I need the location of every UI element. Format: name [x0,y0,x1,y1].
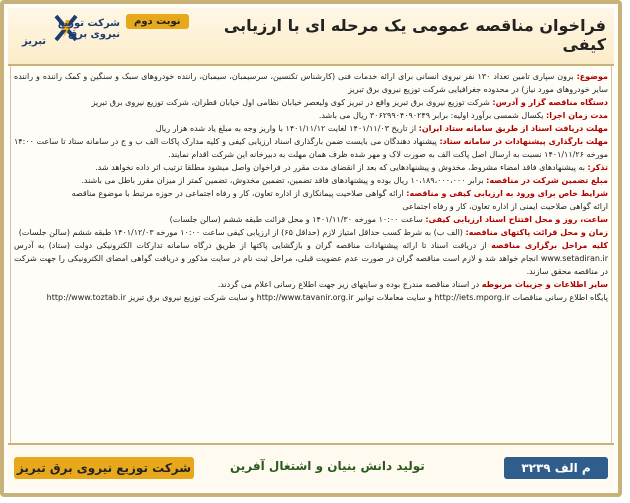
tender-line-text: ارائه گواهی صلاحیت پیمانکاری از اداره تعاون، کار و رفاه اجتماعی در حوزه مرتبط با موضوع مناقصه [71,189,407,198]
footer [8,443,614,489]
tender-line-label: تذکر: [587,163,608,172]
tender-line-label: دستگاه مناقصه گزار و آدرس: [492,98,608,107]
tender-line [14,213,608,226]
header [8,8,614,66]
tender-line-text: ارائه گواهی صلاحیت ایمنی از اداره تعاون، کار و رفاه اجتماعی [402,202,608,211]
tender-line [14,161,608,174]
tender-line-text: از دریافت اسناد تا ارائه پیشنهادات مناقصه گران و بازگشایی پاکتها از طریق درگاه سامانه تدارکات الکترونیکی دولت (ستاد) به آدرس www.setadiran.ir انجام خواهد شد و لازم است مناقصه گران در صورت عدم عضویت قبلی، مراحل ثبت نام در سایت مذکور و دریافت گواهی امضای الکترونیکی را جهت شرکت در مناقصه محقق سازند. [14,241,608,276]
page-title: فراخوان مناقصه عمومی یک مرحله ای با ارزیابی کیفی [223,16,606,54]
tender-line-label: مهلت بارگذاری پیشنهادات در سامانه ستاد: [439,137,608,146]
tender-line-label: شرایط خاص برای ورود به ارزیابی کیفی و مناقصه: [406,189,608,198]
logo-text-line2: تبریز [22,36,47,47]
footer-slogan: تولید دانش بنیان و اشتغال آفرین [230,459,425,473]
tender-line [14,291,608,304]
tender-line-text: از تاریخ ۱۴۰۱/۱۱/۰۳ لغایت ۱۴۰۱/۱۱/۱۲ با واریز وجه به مبلغ یاد شده هزار ریال [155,124,419,133]
tender-line [14,122,608,135]
tender-line-text: پایگاه اطلاع رسانی مناقصات http://iets.mporg.ir و سایت معاملات توانیر http://www.tavanir.org.ir و سایت شرکت توزیع نیروی برق تبریز http://www.toztab.ir [46,293,608,302]
tender-line-label: ساعت، روز و محل افتتاح اسناد ارزیابی کیفی: [425,215,608,224]
footer-company-name: شرکت توزیع نیروی برق تبریز [14,457,194,479]
tender-line-text: پیشنهاد دهندگان می بایست ضمن بارگذاری اسناد ارزیابی کیفی و کلیه مدارک پاکات الف ب و ج در سامانه ستاد تا ساعت ۱۴:۰۰ مورخه ۱۴۰۱/۱۱/۲۶ نسبت به ارسال اصل پاکت الف به صورت لاک و مهر شده ظرف همان مهلت به دبیرخانه این شرکت اقدام نمایند. [14,137,608,159]
tender-line-text: ساعت ۱۰:۰۰ مورخه ۱۴۰۱/۱۱/۳۰ و محل قرائت طبقه ششم (سالن جلسات) [169,215,426,224]
tender-line [14,187,608,200]
logo-text-line1: شرکت توزیع نیروی برق [57,18,120,40]
tender-line-text: (الف ب) به شرط کسب حداقل امتیاز لازم (حداقل ۶۵) از ارزیابی کیفی ساعت ۱۰:۰۰ مورخه ۱۴۰۱/۱۲/۰۳ طبقه ششم (سالن جلسات) [18,228,466,237]
tender-line [14,239,608,278]
company-logo [14,12,120,62]
round-badge: نوبت دوم [126,14,189,29]
tender-line-text: شرکت توزیع نیروی برق تبریز واقع در تبریز کوی ولیعصر خیابان نظامی اول خیابان قطران، شرکت توزیع نیروی برق تبریز [91,98,493,107]
tender-line [14,109,608,122]
tender-line-label: زمان و محل قرائت پاکتهای مناقصه: [465,228,608,237]
tender-line-label: موضوع: [576,72,608,81]
tender-line-text: برابر ۱۰،۱۸۹،۰۰۰،۰۰۰ ریال بوده و پیشنهادهای فاقد تضمین، تضمین مخدوش، تضمین کمتر از میزان مقرر باطل می باشند. [81,176,487,185]
tender-line [14,226,608,239]
tender-line-text: یکسال شمسی برآورد اولیه: برابر ۳۰۶۲۹۹۰۴۰۹۰۲۴۹ ریال می باشد. [318,111,546,120]
tender-line-text: برون سپاری تامین تعداد ۱۳۰ نفر نیروی انسانی برای ارائه خدمات فنی (کارشناس تکنسین، سرسیمبان، سیمبان، راننده خودروهای سبک و سنگین و کمک راننده و راننده سایر خودروهای مورد نیاز) در محدوده جغرافیایی شرکت توزیع نیروی برق تبریز [14,72,608,94]
tender-line [14,70,608,96]
tender-line [14,200,608,213]
tender-line-label: سایر اطلاعات و جزییات مربوطه [481,280,608,289]
tender-line-label: مبلغ تضمین شرکت در مناقصه: [486,176,608,185]
tender-line [14,135,608,161]
tender-body [14,70,608,446]
tender-line [14,96,608,109]
tender-line [14,278,608,291]
tender-line-label: مدت زمان اجرا: [546,111,608,120]
tender-line [14,174,608,187]
tender-line-text: به پیشنهادهای فاقد امضاء مشروط، مخدوش و پیشنهادهایی که بعد از انقضای مدت مقرر در فراخوان واصل میشود مطلقا ترتیب اثر داده نخواهد شد. [95,163,588,172]
tender-line-label: کلیه مراحل برگزاری مناقصه [491,241,608,250]
tender-line-text: در اسناد مناقصه مندرج بوده و سایتهای زیر جهت اطلاع رسانی اعلام می گردند. [217,280,482,289]
tender-line-label: مهلت دریافت اسناد از طریق سامانه ستاد ایران: [418,124,608,133]
footer-ad-code: م الف ۳۲۳۹ [504,457,608,479]
